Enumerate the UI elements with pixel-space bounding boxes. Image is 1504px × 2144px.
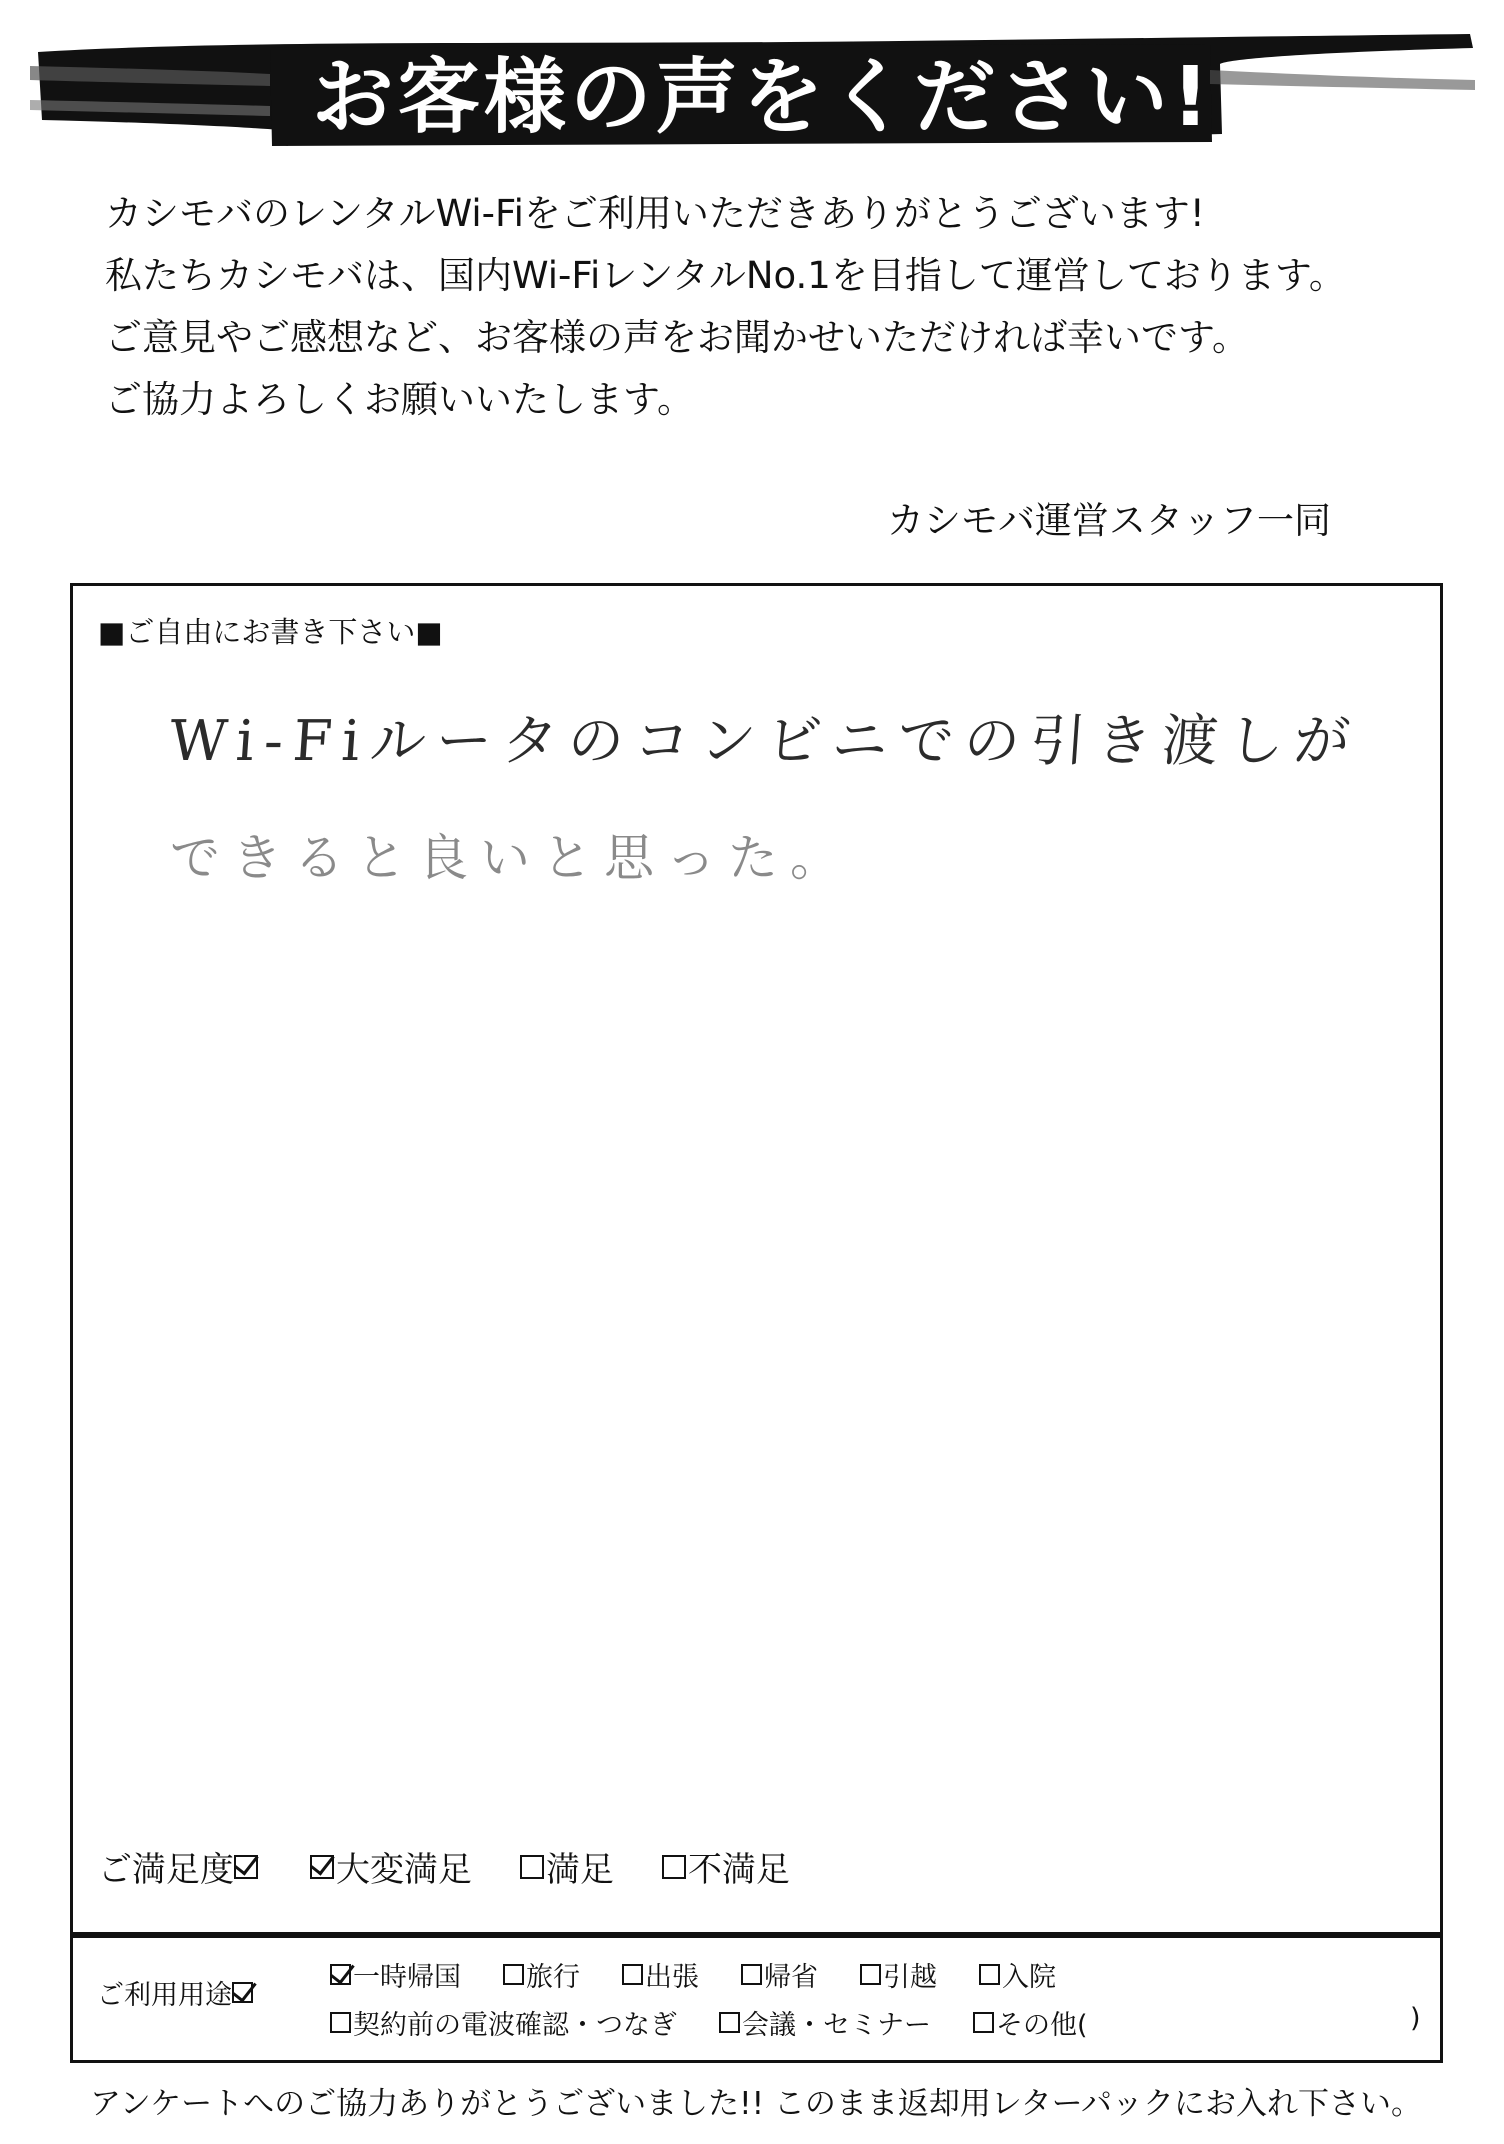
checkbox[interactable] xyxy=(860,1964,881,1985)
checkbox-checked[interactable] xyxy=(310,1855,334,1879)
checkbox[interactable] xyxy=(503,1964,524,1985)
usage-option-temporary-return[interactable] xyxy=(330,1955,461,1994)
option-label: 不満足 xyxy=(688,1850,790,1890)
handwritten-comment-line: できると良いと思った。 xyxy=(170,829,852,887)
option-label: 入院 xyxy=(1002,1962,1056,1993)
intro-line: カシモバのレンタルWi-Fiをご利用いただきありがとうございます! xyxy=(105,192,1205,235)
checkbox[interactable] xyxy=(520,1855,544,1879)
satisfaction-header xyxy=(98,1842,260,1891)
option-label: 引越 xyxy=(883,1962,937,1993)
satisfaction-row xyxy=(98,1842,790,1891)
checkbox[interactable] xyxy=(719,2012,740,2033)
page-title: お客様の声をください! xyxy=(311,49,1214,145)
usage-option-meeting-seminar[interactable] xyxy=(719,2003,931,2042)
option-label: 満足 xyxy=(546,1850,614,1890)
usage-options-row xyxy=(330,2003,1130,2042)
checkbox[interactable] xyxy=(979,1964,1000,1985)
intro-line: ご協力よろしくお願いいたします。 xyxy=(105,378,695,421)
option-label: 契約前の電波確認・つなぎ xyxy=(353,2010,677,2041)
usage-header-checkbox xyxy=(232,1982,253,2003)
usage-options-row xyxy=(330,1955,1098,1994)
checkbox[interactable] xyxy=(622,1964,643,1985)
intro-line: ご意見やご感想など、お客様の声をお聞かせいただければ幸いです。 xyxy=(105,316,1250,359)
title-banner xyxy=(30,30,1475,150)
satisfaction-header-checkbox xyxy=(234,1855,258,1879)
usage-option-signal-check[interactable] xyxy=(330,2003,677,2042)
checkbox[interactable] xyxy=(741,1964,762,1985)
option-label: 会議・セミナー xyxy=(742,2010,931,2041)
free-comment-box[interactable] xyxy=(70,583,1443,1935)
intro-line: 私たちカシモバは、国内Wi-FiレンタルNo.1を目指して運営しております。 xyxy=(105,254,1346,297)
option-label: 出張 xyxy=(645,1962,699,1993)
satisfaction-option-satisfied[interactable] xyxy=(520,1842,614,1891)
checkbox[interactable] xyxy=(330,2012,351,2033)
option-label: 一時帰国 xyxy=(353,1962,461,1993)
usage-option-other[interactable] xyxy=(973,2003,1088,2042)
option-label: 帰省 xyxy=(764,1962,818,1993)
option-label: 旅行 xyxy=(526,1962,580,1993)
staff-signature: カシモバ運営スタッフ一同 xyxy=(887,499,1331,542)
usage-purpose-label: ご利用用途 xyxy=(97,1980,232,2011)
checkbox[interactable] xyxy=(973,2012,994,2033)
option-label: 大変満足 xyxy=(336,1850,472,1890)
checkbox-checked[interactable] xyxy=(330,1964,351,1985)
satisfaction-option-very-satisfied[interactable] xyxy=(310,1842,472,1891)
handwritten-comment-line: Wi-Fiルータのコンビニでの引き渡しが xyxy=(167,709,1363,774)
free-comment-label: ■ご自由にお書き下さい■ xyxy=(98,615,443,649)
usage-option-travel[interactable] xyxy=(503,1955,580,1994)
option-label: その他( xyxy=(996,2010,1088,2041)
other-close-paren: ) xyxy=(1410,2003,1421,2034)
intro-paragraph xyxy=(105,192,1445,443)
usage-option-homecoming[interactable] xyxy=(741,1955,818,1994)
footer-note: アンケートへのご協力ありがとうございました!! このまま返却用レターパックにお入れ下さい。 xyxy=(90,2086,1423,2122)
satisfaction-option-dissatisfied[interactable] xyxy=(662,1842,790,1891)
usage-option-business-trip[interactable] xyxy=(622,1955,699,1994)
usage-option-hospital[interactable] xyxy=(979,1955,1056,1994)
checkbox[interactable] xyxy=(662,1855,686,1879)
usage-option-moving[interactable] xyxy=(860,1955,937,1994)
satisfaction-label: ご満足度 xyxy=(98,1850,234,1890)
usage-purpose-header xyxy=(97,1973,255,2012)
